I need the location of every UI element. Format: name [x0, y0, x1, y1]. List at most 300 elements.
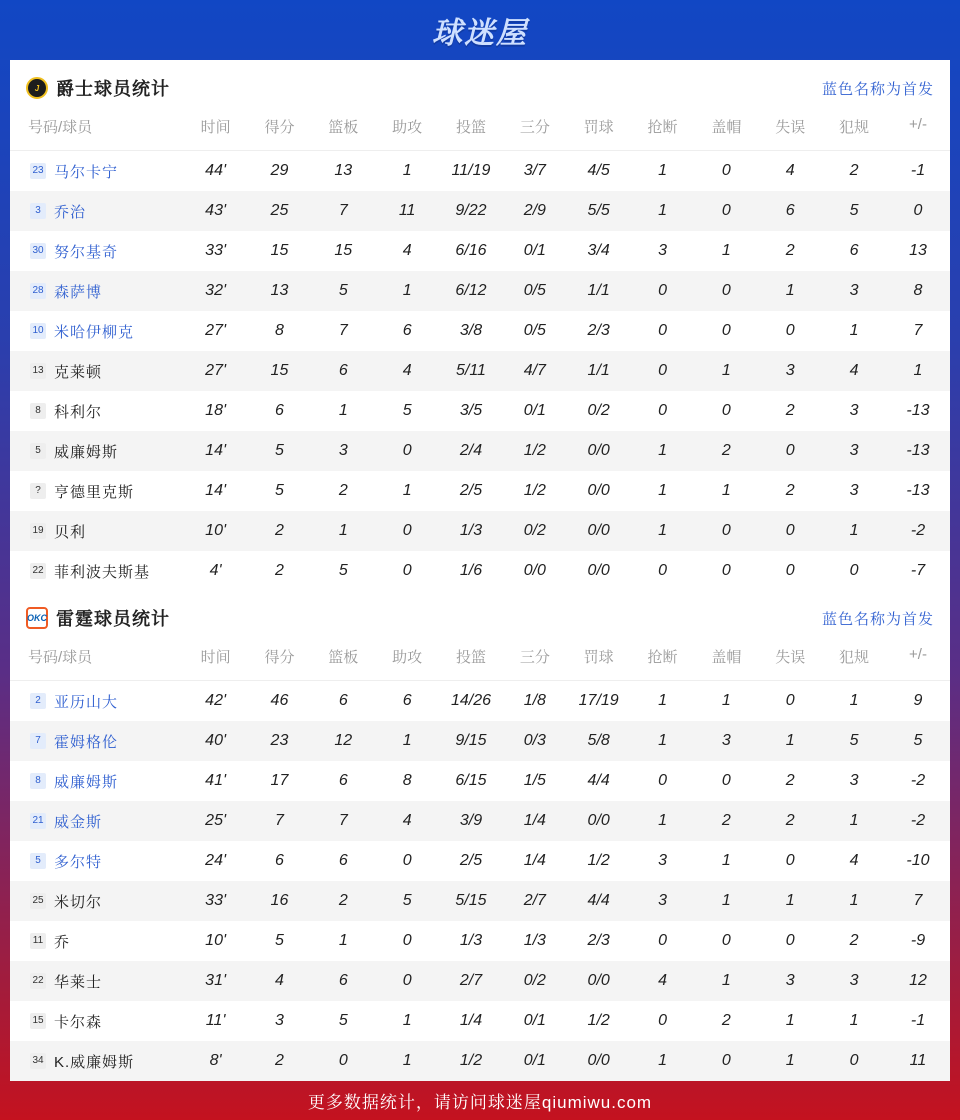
- jersey-number: 5: [30, 443, 46, 459]
- jersey-number: 23: [30, 163, 46, 179]
- stat-cell: 1: [631, 191, 695, 231]
- player-cell: [10, 801, 184, 841]
- column-header: 得分: [248, 116, 312, 151]
- stat-cell: 1: [631, 801, 695, 841]
- player-name[interactable]: 克莱顿: [54, 363, 103, 381]
- stat-cell: 2/4: [439, 431, 503, 471]
- stat-cell: 5/15: [439, 881, 503, 921]
- stat-cell: 2: [849, 932, 859, 949]
- player-cell: [10, 431, 184, 471]
- stat-cell: 6: [275, 402, 284, 419]
- player-name[interactable]: 科利尔: [54, 403, 103, 421]
- stat-cell: 2: [849, 162, 859, 179]
- stat-cell: 7: [311, 191, 375, 231]
- stat-cell: 0: [721, 162, 731, 179]
- stat-cell: 0: [658, 402, 667, 419]
- jazz-stats-card: [10, 60, 950, 590]
- stat-cell: 2: [785, 402, 795, 419]
- column-header: +/-: [886, 116, 950, 151]
- stat-cell: 6/16: [455, 242, 487, 259]
- section-title: 雷霆球员统计: [56, 609, 170, 629]
- stat-cell: 4: [822, 351, 886, 391]
- stat-cell: -13: [906, 482, 930, 499]
- stat-cell: 0/0: [567, 1041, 631, 1081]
- column-header: 得分: [248, 646, 312, 681]
- stat-cell: 6: [402, 692, 412, 709]
- stat-cell: 0: [375, 511, 439, 551]
- stat-cell: 1: [721, 692, 731, 709]
- stat-cell: 1: [631, 1041, 695, 1081]
- stat-cell: 15: [248, 351, 312, 391]
- player-name[interactable]: 贝利: [54, 523, 87, 541]
- player-name[interactable]: 多尔特: [54, 853, 103, 871]
- stat-cell: 33': [184, 881, 248, 921]
- stat-cell: 1/2: [523, 482, 546, 499]
- stat-cell: 1: [886, 351, 950, 391]
- player-name[interactable]: 亚历山大: [54, 693, 119, 711]
- stat-cell: 3: [275, 1012, 284, 1029]
- stat-cell: 0: [785, 562, 795, 579]
- stat-cell: 32': [184, 271, 248, 311]
- brand-logo[interactable]: 球迷屋: [432, 16, 528, 51]
- stat-cell: -9: [910, 932, 926, 949]
- stat-cell: 27': [184, 351, 248, 391]
- stat-cell: -1: [910, 162, 926, 179]
- stat-cell: 0: [721, 932, 731, 949]
- table-row: [10, 761, 950, 801]
- stat-cell: 1/8: [523, 692, 546, 709]
- stat-cell: 0: [631, 351, 695, 391]
- stat-cell: 6/15: [455, 772, 487, 789]
- stat-cell: 14': [205, 482, 227, 499]
- stat-cell: 1: [822, 801, 886, 841]
- table-row: [10, 1001, 950, 1041]
- stat-cell: 0: [886, 191, 950, 231]
- stat-cell: 25': [184, 801, 248, 841]
- stat-cell: 1/4: [523, 852, 546, 869]
- okc-logo-icon: OKC: [26, 607, 48, 629]
- stat-cell: 1: [721, 242, 731, 259]
- stat-cell: 9: [913, 692, 923, 709]
- stat-cell: 1/4: [503, 801, 567, 841]
- player-name[interactable]: 马尔卡宁: [54, 163, 119, 181]
- stat-cell: 25: [248, 191, 312, 231]
- player-cell: [10, 841, 184, 881]
- stat-cell: 11: [886, 1041, 950, 1081]
- table-header-row: [10, 116, 950, 151]
- stat-cell: 1: [721, 852, 731, 869]
- table-row: [10, 471, 950, 511]
- stat-cell: 4: [631, 961, 695, 1001]
- starter-legend: 蓝色名称为首发: [821, 610, 934, 628]
- stat-cell: 0: [721, 772, 731, 789]
- section-title: 爵士球员统计: [56, 79, 170, 99]
- stat-cell: 13: [248, 271, 312, 311]
- stat-cell: 0: [785, 932, 795, 949]
- stat-cell: 0: [694, 191, 758, 231]
- stat-cell: 0: [402, 852, 412, 869]
- stat-cell: 1/3: [439, 511, 503, 551]
- stat-cell: 5: [822, 191, 886, 231]
- stat-cell: 3/8: [459, 322, 483, 339]
- stat-cell: 12: [311, 721, 375, 761]
- column-header: 篮板: [311, 116, 375, 151]
- stat-cell: 0: [402, 562, 412, 579]
- stat-cell: 5/11: [439, 351, 503, 391]
- column-header: 助攻: [375, 116, 439, 151]
- stat-cell: 3: [758, 961, 822, 1001]
- stat-cell: 1: [338, 402, 348, 419]
- stat-cell: 5: [338, 1012, 348, 1029]
- stat-cell: 6: [338, 852, 348, 869]
- stat-cell: 0/1: [523, 1012, 546, 1029]
- column-header: 盖帽: [694, 116, 758, 151]
- column-header: 时间: [184, 116, 248, 151]
- stat-cell: 2: [785, 772, 795, 789]
- jersey-number: 15: [30, 1013, 46, 1029]
- stat-cell: 2: [785, 242, 795, 259]
- player-cell: [10, 351, 184, 391]
- table-row: [10, 921, 950, 961]
- stat-cell: 0: [658, 772, 667, 789]
- stat-cell: 1/2: [503, 431, 567, 471]
- stat-cell: 44': [205, 162, 227, 179]
- jersey-number: 2: [30, 693, 46, 709]
- stat-cell: 3: [822, 961, 886, 1001]
- stat-cell: 2: [721, 1012, 731, 1029]
- jersey-number: 22: [30, 563, 46, 579]
- stat-cell: 2: [694, 431, 758, 471]
- table-row: [10, 191, 950, 231]
- stat-cell: 17: [270, 772, 289, 789]
- stat-cell: 2: [248, 511, 312, 551]
- stat-cell: 5: [311, 271, 375, 311]
- jersey-number: 11: [30, 933, 46, 949]
- stat-cell: 13: [909, 242, 927, 259]
- stat-cell: 5: [338, 562, 348, 579]
- player-name[interactable]: 威廉姆斯: [54, 443, 119, 461]
- stat-cell: 1: [758, 271, 822, 311]
- stat-cell: 29: [270, 162, 289, 179]
- player-name[interactable]: 威廉姆斯: [54, 773, 119, 791]
- player-cell: [10, 881, 184, 921]
- player-name[interactable]: 乔: [54, 933, 71, 951]
- stat-cell: 1: [658, 692, 667, 709]
- stat-cell: 40': [184, 721, 248, 761]
- stat-cell: -13: [906, 402, 930, 419]
- stat-cell: 1: [822, 511, 886, 551]
- stat-cell: 1: [694, 881, 758, 921]
- stat-cell: 2/3: [587, 932, 610, 949]
- stat-cell: 7: [913, 322, 923, 339]
- column-header: 三分: [503, 116, 567, 151]
- jersey-number: 8: [30, 403, 46, 419]
- stat-cell: -13: [886, 431, 950, 471]
- stat-cell: 0: [311, 1041, 375, 1081]
- stat-cell: 7: [886, 881, 950, 921]
- stat-cell: -7: [910, 562, 926, 579]
- stat-cell: 1: [402, 162, 412, 179]
- jersey-number: 22: [30, 973, 46, 989]
- column-header: 抢断: [631, 646, 695, 681]
- stat-cell: 0: [785, 852, 795, 869]
- player-cell: [10, 391, 184, 431]
- player-name[interactable]: 米哈伊柳克: [54, 323, 135, 341]
- stat-cell: 3/9: [439, 801, 503, 841]
- stat-cell: 0/0: [587, 562, 610, 579]
- stat-cell: 1/5: [523, 772, 546, 789]
- stat-cell: 8': [184, 1041, 248, 1081]
- player-name[interactable]: 努尔基奇: [54, 243, 119, 261]
- player-name[interactable]: 乔治: [54, 203, 87, 221]
- stat-cell: 5: [375, 881, 439, 921]
- stat-cell: 1: [849, 1012, 859, 1029]
- player-cell: [10, 191, 184, 231]
- stat-cell: 0/1: [523, 402, 546, 419]
- stat-cell: 6: [311, 961, 375, 1001]
- stat-cell: 0/0: [567, 961, 631, 1001]
- stat-cell: 6: [402, 322, 412, 339]
- stat-cell: 3: [658, 852, 667, 869]
- column-header: 号码/球员: [10, 646, 184, 681]
- stat-cell: 11/19: [451, 162, 491, 179]
- stat-cell: 1: [402, 482, 412, 499]
- stat-cell: 1: [721, 482, 731, 499]
- table-row: [10, 391, 950, 431]
- column-header: 犯规: [822, 116, 886, 151]
- player-cell: [10, 151, 184, 192]
- stat-cell: 10': [205, 932, 227, 949]
- stat-cell: 2: [248, 1041, 312, 1081]
- stat-cell: 1: [311, 511, 375, 551]
- player-name[interactable]: 华莱士: [54, 973, 103, 991]
- stat-cell: 1: [631, 721, 695, 761]
- player-name[interactable]: 威金斯: [54, 813, 103, 831]
- stat-cell: 4: [248, 961, 312, 1001]
- starter-legend: 蓝色名称为首发: [821, 80, 934, 98]
- stat-cell: 14': [184, 431, 248, 471]
- stat-cell: 5: [402, 402, 412, 419]
- stat-cell: 18': [205, 402, 227, 419]
- table-row: [10, 431, 950, 471]
- stat-cell: 2/5: [459, 482, 483, 499]
- stat-cell: 31': [184, 961, 248, 1001]
- stat-cell: 4: [402, 242, 412, 259]
- stat-cell: 3: [694, 721, 758, 761]
- table-row: [10, 311, 950, 351]
- stat-cell: 3/4: [587, 242, 610, 259]
- column-header: 投篮: [439, 646, 503, 681]
- stat-cell: 0: [721, 562, 731, 579]
- player-cell: [10, 961, 184, 1001]
- stat-cell: 1/4: [459, 1012, 483, 1029]
- stat-cell: 1: [758, 881, 822, 921]
- jersey-number: 30: [30, 243, 46, 259]
- stat-cell: 4: [375, 351, 439, 391]
- table-row: [10, 1041, 950, 1081]
- stat-cell: 6/12: [439, 271, 503, 311]
- stat-cell: 6: [311, 351, 375, 391]
- stat-cell: 0: [694, 511, 758, 551]
- jersey-number: 3: [30, 203, 46, 219]
- table-row: [10, 151, 950, 192]
- player-cell: [10, 681, 184, 722]
- player-cell: [10, 761, 184, 801]
- jersey-number: 28: [30, 283, 46, 299]
- stat-cell: 4: [375, 801, 439, 841]
- stat-cell: 1: [694, 961, 758, 1001]
- stat-cell: 6: [338, 772, 348, 789]
- stat-cell: 3: [849, 482, 859, 499]
- stat-cell: 4/5: [587, 162, 610, 179]
- stat-cell: 3: [758, 351, 822, 391]
- stat-cell: 41': [205, 772, 227, 789]
- player-name[interactable]: 菲利波夫斯基: [54, 563, 151, 581]
- player-cell: [10, 471, 184, 511]
- player-name[interactable]: K.威廉姆斯: [54, 1053, 135, 1071]
- player-cell: [10, 1001, 184, 1041]
- stat-cell: 1: [758, 721, 822, 761]
- stat-cell: 4/4: [587, 772, 610, 789]
- stat-cell: 4/7: [503, 351, 567, 391]
- player-name[interactable]: 米切尔: [54, 893, 103, 911]
- stat-cell: 3: [822, 271, 886, 311]
- stat-cell: 0: [758, 511, 822, 551]
- stat-cell: 2/7: [503, 881, 567, 921]
- stat-cell: 3: [631, 881, 695, 921]
- player-name[interactable]: 亨德里克斯: [54, 483, 135, 501]
- player-cell: [10, 1041, 184, 1081]
- stat-cell: 23: [248, 721, 312, 761]
- stat-cell: 42': [205, 692, 227, 709]
- table-row: [10, 511, 950, 551]
- stat-cell: 0: [721, 322, 731, 339]
- stat-cell: 1/2: [439, 1041, 503, 1081]
- stat-cell: 3: [822, 431, 886, 471]
- stat-cell: 1: [785, 1012, 795, 1029]
- stat-cell: 0/1: [503, 1041, 567, 1081]
- stat-cell: 0/2: [503, 511, 567, 551]
- column-header: 盖帽: [694, 646, 758, 681]
- player-cell: [10, 551, 184, 591]
- stat-cell: 0: [631, 271, 695, 311]
- stat-cell: 1: [375, 1041, 439, 1081]
- column-header: 罚球: [567, 646, 631, 681]
- stat-cell: 1: [658, 162, 667, 179]
- table-row: [10, 681, 950, 722]
- stat-cell: 0: [658, 562, 667, 579]
- stat-cell: 33': [205, 242, 227, 259]
- player-cell: [10, 311, 184, 351]
- jersey-number: 7: [30, 733, 46, 749]
- player-name[interactable]: 霍姆格伦: [54, 733, 119, 751]
- column-header: 号码/球员: [10, 116, 184, 151]
- stat-cell: 5: [822, 721, 886, 761]
- stat-cell: 0: [758, 431, 822, 471]
- stat-cell: 4/4: [567, 881, 631, 921]
- stat-cell: 6: [849, 242, 859, 259]
- stat-cell: 6: [275, 852, 284, 869]
- table-row: [10, 271, 950, 311]
- stat-cell: 0/1: [523, 242, 546, 259]
- column-header: 犯规: [822, 646, 886, 681]
- stat-cell: 1/3: [459, 932, 483, 949]
- stat-cell: 3/5: [459, 402, 483, 419]
- player-name[interactable]: 卡尔森: [54, 1013, 103, 1031]
- stat-cell: 1: [658, 482, 667, 499]
- stat-cell: 5/5: [567, 191, 631, 231]
- stat-cell: 11: [375, 191, 439, 231]
- stat-cell: 0/0: [567, 511, 631, 551]
- player-cell: [10, 921, 184, 961]
- stat-cell: 1: [758, 1041, 822, 1081]
- player-name[interactable]: 森萨博: [54, 283, 103, 301]
- stat-cell: 1: [849, 322, 859, 339]
- stat-cell: 5: [886, 721, 950, 761]
- stat-cell: 1/1: [567, 271, 631, 311]
- stat-cell: 6: [338, 692, 348, 709]
- stat-cell: 2: [275, 562, 284, 579]
- section-header: [10, 60, 950, 116]
- stat-cell: 2: [758, 801, 822, 841]
- jersey-number: 25: [30, 893, 46, 909]
- table-row: [10, 721, 950, 761]
- stat-cell: 3/7: [523, 162, 546, 179]
- jersey-number: 10: [30, 323, 46, 339]
- stat-cell: 0: [721, 402, 731, 419]
- stat-cell: 8: [886, 271, 950, 311]
- table-row: [10, 551, 950, 591]
- stat-cell: 7: [311, 801, 375, 841]
- jazz-logo-icon: J: [26, 77, 48, 99]
- jersey-number: 8: [30, 773, 46, 789]
- stat-cell: 43': [184, 191, 248, 231]
- stat-cell: 1: [631, 511, 695, 551]
- stat-cell: 13: [334, 162, 353, 179]
- player-cell: [10, 271, 184, 311]
- section-header: [10, 590, 950, 646]
- stat-cell: 1: [338, 932, 348, 949]
- stat-cell: 10': [184, 511, 248, 551]
- stat-cell: 3: [311, 431, 375, 471]
- stat-cell: 12: [886, 961, 950, 1001]
- table-row: [10, 961, 950, 1001]
- stat-cell: 1/3: [523, 932, 546, 949]
- stat-cell: 7: [248, 801, 312, 841]
- stat-cell: 0: [785, 692, 795, 709]
- stat-cell: 0/0: [567, 801, 631, 841]
- column-header: 抢断: [631, 116, 695, 151]
- stat-cell: 9/15: [439, 721, 503, 761]
- stat-cell: 0: [694, 271, 758, 311]
- footer-banner[interactable]: 更多数据统计，请访问球迷屋qiumiwu.com: [307, 1092, 653, 1112]
- stat-cell: -2: [886, 511, 950, 551]
- stat-cell: 0: [849, 562, 859, 579]
- stat-cell: 0: [658, 322, 667, 339]
- stat-cell: 0: [822, 1041, 886, 1081]
- stat-cell: 2: [694, 801, 758, 841]
- stat-cell: 5: [248, 431, 312, 471]
- stat-cell: 4: [849, 852, 859, 869]
- column-header: 时间: [184, 646, 248, 681]
- stat-cell: 2: [785, 482, 795, 499]
- stat-cell: 0: [658, 1012, 667, 1029]
- stat-cell: 0/0: [587, 482, 610, 499]
- player-cell: [10, 721, 184, 761]
- column-header: 罚球: [567, 116, 631, 151]
- stat-cell: 14/26: [450, 692, 491, 709]
- stat-cell: 1/6: [459, 562, 483, 579]
